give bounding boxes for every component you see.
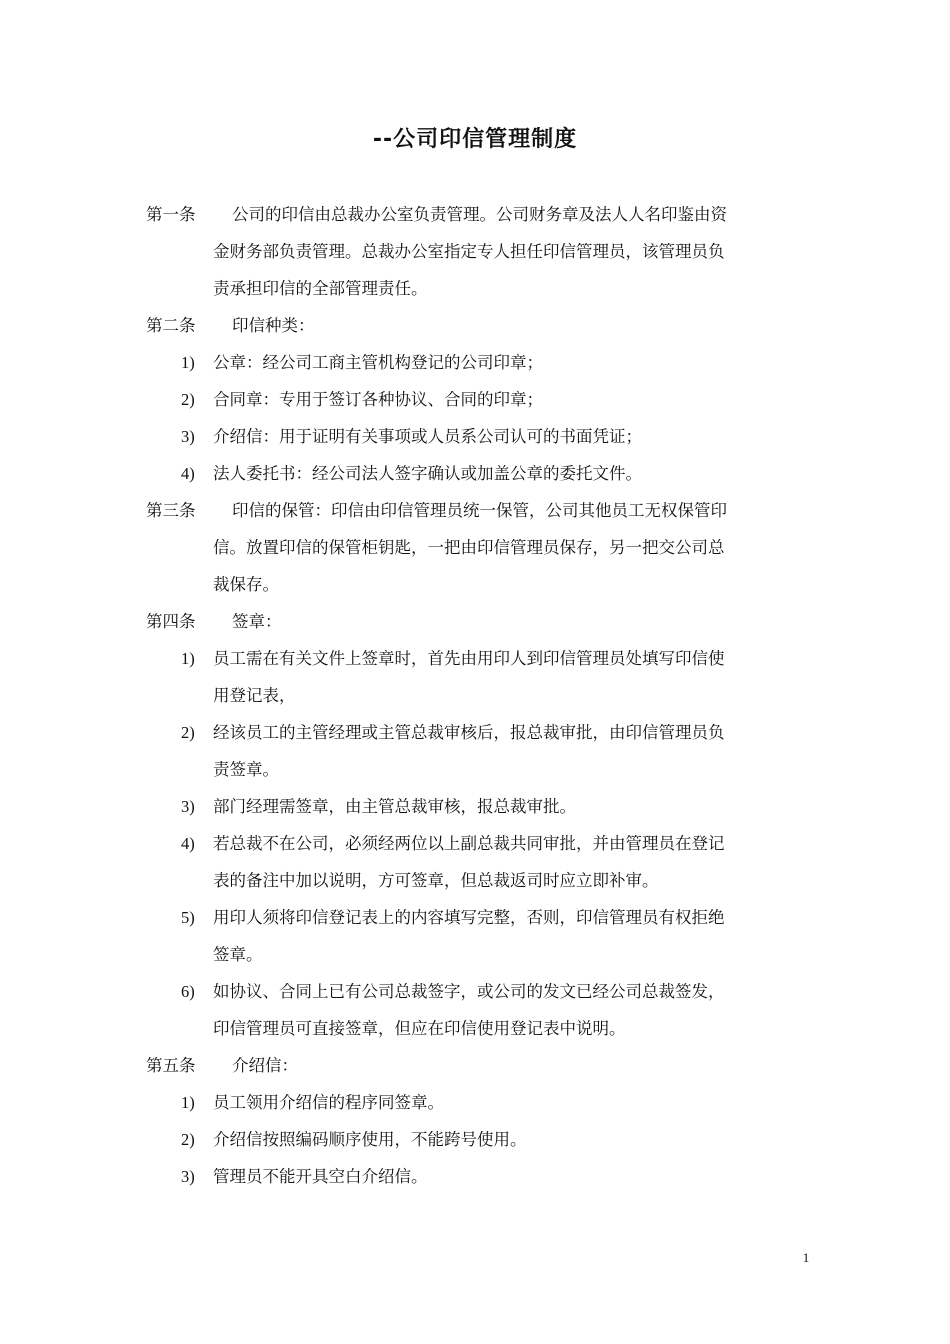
list-item-text: 若总裁不在公司，必须经两位以上副总裁共同审批，并由管理员在登记 [213,834,725,853]
article-text: 介绍信： [232,1056,298,1075]
list-item [0,418,950,455]
list-item [0,973,950,1010]
list-item-text: 印信管理员可直接签章，但应在印信使用登记表中说明。 [213,1019,626,1038]
list-item-number: 1) [181,649,195,668]
article-label: 第一条 [146,205,196,224]
list-item-number: 5) [181,908,195,927]
list-item [0,455,950,492]
document-title: --公司印信管理制度 [372,127,578,152]
article-heading-row [0,1047,950,1084]
list-item-continuation [0,677,950,714]
article-heading-row [0,603,950,640]
article-heading-row [0,307,950,344]
list-item-number: 1) [181,1093,195,1112]
article-text: 印信种类： [232,316,315,335]
list-item-text: 责签章。 [213,760,279,779]
article-continuation-text: 信。放置印信的保管柜钥匙，一把由印信管理员保存，另一把交公司总 [213,538,725,557]
article-continuation-row [0,566,950,603]
list-item-number: 3) [181,797,195,816]
list-item [0,788,950,825]
article-heading-row [0,196,950,233]
article-label: 第四条 [146,612,196,631]
list-item-continuation [0,936,950,973]
list-item-text: 经该员工的主管经理或主管总裁审核后，报总裁审批，由印信管理员负 [213,723,725,742]
list-item [0,640,950,677]
list-item-text: 员工需在有关文件上签章时，首先由用印人到印信管理员处填写印信使 [213,649,725,668]
article-continuation-row [0,270,950,307]
list-item-text: 管理员不能开具空白介绍信。 [213,1167,428,1186]
article-text: 公司的印信由总裁办公室负责管理。公司财务章及法人人名印鉴由资 [232,205,727,224]
list-item-number: 3) [181,1167,195,1186]
list-item-text: 介绍信按照编码顺序使用，不能跨号使用。 [213,1130,527,1149]
list-item-text: 用登记表， [213,686,296,705]
list-item [0,1084,950,1121]
list-item-continuation [0,862,950,899]
list-item-number: 2) [181,390,195,409]
list-item-text: 合同章：专用于签订各种协议、合同的印章； [213,390,543,409]
list-item-text: 公章：经公司工商主管机构登记的公司印章； [213,353,543,372]
list-item [0,1158,950,1195]
article-continuation-row [0,233,950,270]
list-item-number: 6) [181,982,195,1001]
list-item-number: 1) [181,353,195,372]
list-item [0,825,950,862]
article-label: 第五条 [146,1056,196,1075]
article-continuation-text: 责承担印信的全部管理责任。 [213,279,428,298]
page-number: 1 [802,1250,810,1265]
list-item-number: 4) [181,834,195,853]
list-item [0,899,950,936]
list-item-number: 4) [181,464,195,483]
list-item [0,344,950,381]
list-item [0,381,950,418]
article-text: 签章： [232,612,282,631]
article-continuation-text: 金财务部负责管理。总裁办公室指定专人担任印信管理员，该管理员负 [213,242,725,261]
list-item-text: 员工领用介绍信的程序同签章。 [213,1093,444,1112]
list-item [0,714,950,751]
list-item-text: 法人委托书：经公司法人签字确认或加盖公章的委托文件。 [213,464,642,483]
list-item-number: 2) [181,1130,195,1149]
list-item-text: 部门经理需签章，由主管总裁审核，报总裁审批。 [213,797,576,816]
list-item [0,1121,950,1158]
list-item-text: 表的备注中加以说明，方可签章，但总裁返司时应立即补审。 [213,871,659,890]
article-label: 第二条 [146,316,196,335]
list-item-text: 如协议、合同上已有公司总裁签字，或公司的发文已经公司总裁签发， [213,982,725,1001]
article-continuation-row [0,529,950,566]
list-item-continuation [0,1010,950,1047]
list-item-text: 介绍信：用于证明有关事项或人员系公司认可的书面凭证； [213,427,642,446]
article-heading-row [0,492,950,529]
list-item-text: 签章。 [213,945,263,964]
document-body [0,196,950,1195]
list-item-text: 用印人须将印信登记表上的内容填写完整，否则，印信管理员有权拒绝 [213,908,725,927]
list-item-number: 3) [181,427,195,446]
list-item-number: 2) [181,723,195,742]
article-continuation-text: 裁保存。 [213,575,279,594]
article-text: 印信的保管：印信由印信管理员统一保管，公司其他员工无权保管印 [232,501,727,520]
article-label: 第三条 [146,501,196,520]
list-item-continuation [0,751,950,788]
